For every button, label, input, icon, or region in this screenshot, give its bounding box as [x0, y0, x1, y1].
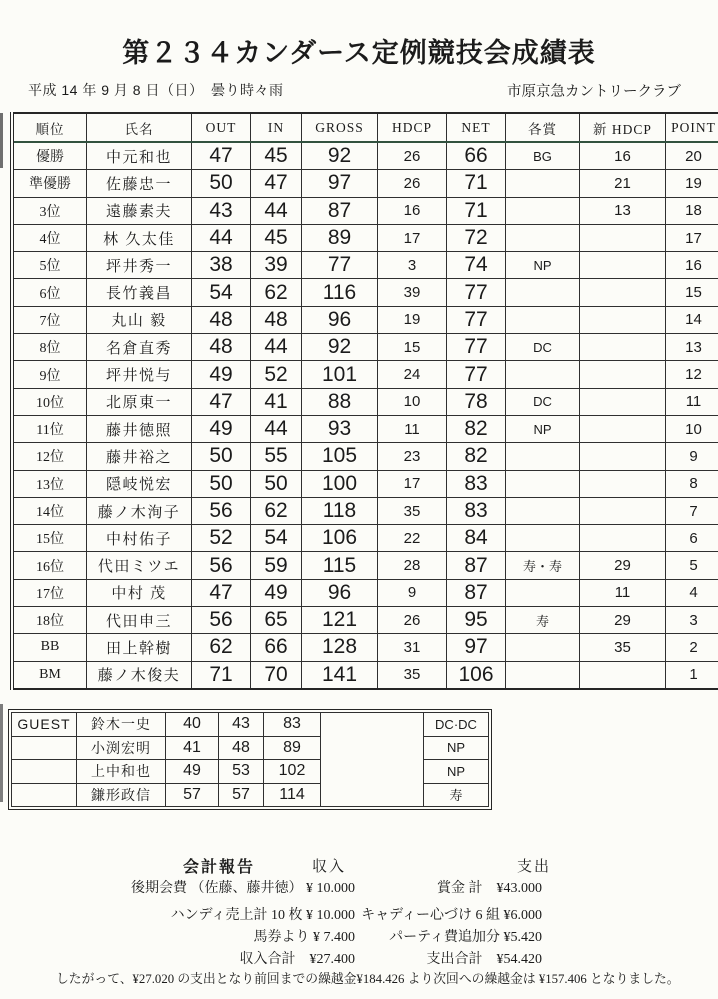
results-cell [506, 361, 580, 388]
guest-name-cell: 鎌形政信 [77, 783, 166, 807]
results-cell: 56 [192, 552, 251, 579]
results-cell: 17 [666, 224, 718, 251]
results-cell: 116 [302, 279, 378, 306]
results-cell: 代田申三 [87, 607, 192, 634]
results-cell: 14位 [12, 497, 87, 524]
results-cell: 7位 [12, 306, 87, 333]
results-cell: 14 [666, 306, 718, 333]
results-col-header-4: GROSS [302, 113, 378, 142]
results-cell: 49 [192, 361, 251, 388]
results-cell [580, 306, 666, 333]
results-row [12, 142, 718, 170]
results-cell: 44 [251, 334, 302, 361]
results-cell: 106 [447, 661, 506, 689]
results-row [12, 279, 718, 306]
guest-out-cell: 40 [166, 713, 219, 737]
results-cell: 寿 [506, 607, 580, 634]
income-line: 後期会費 （佐藤、藤井徳） ¥ 10.000 [131, 881, 355, 896]
results-cell: 44 [251, 415, 302, 442]
results-header-row [12, 113, 718, 142]
results-cell: 8位 [12, 334, 87, 361]
results-cell: 31 [378, 634, 447, 661]
guest-table [11, 712, 489, 807]
results-cell: 54 [251, 525, 302, 552]
guest-prize-cell: DC·DC [424, 713, 489, 737]
results-cell [506, 224, 580, 251]
results-cell [506, 634, 580, 661]
guest-table-frame [8, 709, 492, 810]
results-row [12, 334, 718, 361]
results-cell: 48 [192, 334, 251, 361]
results-cell: 66 [447, 142, 506, 170]
results-cell: 長竹義昌 [87, 279, 192, 306]
results-cell: 1 [666, 661, 718, 689]
results-cell: 12位 [12, 443, 87, 470]
guest-prize-cell: NP [424, 736, 489, 760]
results-cell: 坪井秀一 [87, 252, 192, 279]
results-row [12, 497, 718, 524]
results-cell: 2 [666, 634, 718, 661]
results-col-header-7: 各賞 [506, 113, 580, 142]
results-cell: 21 [580, 170, 666, 197]
date-weather-line: 平成 14 年 9 月 8 日（日） 曇り時々雨 [28, 82, 284, 98]
results-cell: 22 [378, 525, 447, 552]
results-cell: 100 [302, 470, 378, 497]
results-cell: 17位 [12, 579, 87, 606]
results-cell: 39 [378, 279, 447, 306]
results-cell: 118 [302, 497, 378, 524]
results-cell: 71 [192, 661, 251, 689]
results-cell: 15位 [12, 525, 87, 552]
results-cell: 13位 [12, 470, 87, 497]
results-cell: 8 [666, 470, 718, 497]
results-row [12, 252, 718, 279]
results-cell: 41 [251, 388, 302, 415]
results-cell: 35 [378, 497, 447, 524]
scan-edge-artifact [0, 113, 3, 168]
guest-name-cell: 小渕宏明 [77, 736, 166, 760]
results-cell [506, 279, 580, 306]
results-cell: 52 [192, 525, 251, 552]
results-cell: 寿・寿 [506, 552, 580, 579]
results-cell: 9 [666, 443, 718, 470]
results-cell: BM [12, 661, 87, 689]
guest-in-cell: 48 [219, 736, 264, 760]
results-cell: 藤井裕之 [87, 443, 192, 470]
results-cell: 56 [192, 607, 251, 634]
results-cell: 29 [580, 607, 666, 634]
results-cell: 83 [447, 497, 506, 524]
results-row [12, 306, 718, 333]
results-cell: 47 [192, 579, 251, 606]
results-cell [580, 334, 666, 361]
results-cell: 87 [447, 579, 506, 606]
results-cell: 11 [666, 388, 718, 415]
guest-body [12, 713, 489, 807]
results-cell: 3 [378, 252, 447, 279]
results-table [10, 112, 718, 690]
results-cell [580, 443, 666, 470]
results-cell: 19 [666, 170, 718, 197]
results-cell: 17 [378, 224, 447, 251]
results-row [12, 552, 718, 579]
results-cell: 16 [666, 252, 718, 279]
results-cell: 5 [666, 552, 718, 579]
results-cell: 隠岐悦宏 [87, 470, 192, 497]
results-cell: 6位 [12, 279, 87, 306]
results-cell: 16 [378, 197, 447, 224]
results-cell: 56 [192, 497, 251, 524]
results-cell: DC [506, 334, 580, 361]
results-cell: 11 [580, 579, 666, 606]
results-row [12, 579, 718, 606]
results-cell: 47 [192, 388, 251, 415]
results-cell: 62 [251, 497, 302, 524]
results-cell: 96 [302, 579, 378, 606]
results-cell: 77 [447, 334, 506, 361]
results-cell: 17 [378, 470, 447, 497]
results-cell: 77 [447, 361, 506, 388]
results-cell: 115 [302, 552, 378, 579]
guest-prize-cell: NP [424, 760, 489, 784]
results-cell [580, 252, 666, 279]
expense-line: パーティ費追加分 ¥5.420 [389, 930, 542, 945]
results-cell: 77 [447, 279, 506, 306]
results-row [12, 443, 718, 470]
results-cell: 88 [302, 388, 378, 415]
results-cell: 坪井悦与 [87, 361, 192, 388]
results-cell: 105 [302, 443, 378, 470]
results-cell: 47 [251, 170, 302, 197]
results-cell: 83 [447, 470, 506, 497]
results-cell: NP [506, 252, 580, 279]
results-cell: 71 [447, 170, 506, 197]
results-cell: 92 [302, 142, 378, 170]
results-cell: 3 [666, 607, 718, 634]
results-cell: 47 [192, 142, 251, 170]
results-cell: 優勝 [12, 142, 87, 170]
results-cell: 70 [251, 661, 302, 689]
results-cell: 97 [447, 634, 506, 661]
expense-line: キャディー心づけ 6 組 ¥6.000 [361, 908, 542, 923]
results-cell: 74 [447, 252, 506, 279]
results-cell: 35 [378, 661, 447, 689]
carryover-note: したがって、¥27.020 の支出となり前回までの繰越金¥184.426 より次回への繰越金は ¥157.406 となりました。 [56, 972, 680, 986]
results-cell: 藤井徳照 [87, 415, 192, 442]
results-row [12, 361, 718, 388]
income-lines [55, 879, 355, 972]
guest-prize-cell: 寿 [424, 783, 489, 807]
page-title: 第２３４カンダース定例競技会成績表 [122, 38, 596, 69]
expense-lines [332, 879, 542, 972]
results-cell [580, 497, 666, 524]
results-cell [506, 443, 580, 470]
results-cell [506, 497, 580, 524]
results-row [12, 388, 718, 415]
results-cell: 96 [302, 306, 378, 333]
results-cell: 15 [666, 279, 718, 306]
results-cell: 49 [251, 579, 302, 606]
results-cell: 11 [378, 415, 447, 442]
guest-in-cell: 57 [219, 783, 264, 807]
guest-row [12, 713, 489, 737]
guest-gross-cell: 89 [264, 736, 321, 760]
results-cell: 9 [378, 579, 447, 606]
results-cell: 7 [666, 497, 718, 524]
results-col-header-3: IN [251, 113, 302, 142]
guest-gross-cell: 102 [264, 760, 321, 784]
guest-name-cell: 鈴木一史 [77, 713, 166, 737]
results-cell: 44 [192, 224, 251, 251]
results-row [12, 224, 718, 251]
results-cell: 10 [378, 388, 447, 415]
guest-empty-cell [12, 783, 77, 807]
results-cell: 26 [378, 142, 447, 170]
results-cell [506, 197, 580, 224]
results-cell: 48 [251, 306, 302, 333]
results-row [12, 415, 718, 442]
results-cell: 87 [302, 197, 378, 224]
expense-line: 支出合計 ¥54.420 [426, 952, 542, 967]
results-cell: 87 [447, 552, 506, 579]
results-cell: 中村 茂 [87, 579, 192, 606]
results-cell [580, 388, 666, 415]
results-cell: 10 [666, 415, 718, 442]
expense-header: 支出 [517, 859, 552, 875]
results-col-header-0: 順位 [12, 113, 87, 142]
results-cell: 49 [192, 415, 251, 442]
results-cell: 3位 [12, 197, 87, 224]
guest-empty-cell [12, 736, 77, 760]
results-cell: BG [506, 142, 580, 170]
results-cell [506, 170, 580, 197]
results-cell: 92 [302, 334, 378, 361]
results-cell: 97 [302, 170, 378, 197]
results-cell: 128 [302, 634, 378, 661]
results-cell: 20 [666, 142, 718, 170]
results-cell: 50 [192, 443, 251, 470]
results-cell: 13 [580, 197, 666, 224]
guest-in-cell: 53 [219, 760, 264, 784]
results-cell: 66 [251, 634, 302, 661]
results-cell: 93 [302, 415, 378, 442]
scan-edge-artifact [0, 704, 3, 802]
guest-gross-cell: 114 [264, 783, 321, 807]
results-cell [506, 525, 580, 552]
expense-line: 賞金 計 ¥43.000 [437, 881, 542, 896]
results-cell: 89 [302, 224, 378, 251]
results-cell: 95 [447, 607, 506, 634]
results-cell: 55 [251, 443, 302, 470]
results-cell: 28 [378, 552, 447, 579]
results-cell: 遠藤素夫 [87, 197, 192, 224]
results-cell: 50 [251, 470, 302, 497]
results-cell [580, 470, 666, 497]
results-col-header-9: POINT [666, 113, 718, 142]
results-cell: 38 [192, 252, 251, 279]
results-cell: 101 [302, 361, 378, 388]
results-cell: 78 [447, 388, 506, 415]
guest-empty-cell [12, 760, 77, 784]
guest-name-cell: 上中和也 [77, 760, 166, 784]
results-row [12, 661, 718, 689]
guest-blank-cell [321, 713, 424, 807]
results-cell: 82 [447, 415, 506, 442]
results-cell: 13 [666, 334, 718, 361]
results-cell: 代田ミツエ [87, 552, 192, 579]
results-cell: 45 [251, 142, 302, 170]
results-body [12, 142, 718, 689]
results-cell: 丸山 毅 [87, 306, 192, 333]
results-cell: 6 [666, 525, 718, 552]
results-cell: 50 [192, 470, 251, 497]
results-cell: 中村佑子 [87, 525, 192, 552]
results-cell [580, 279, 666, 306]
results-cell: 田上幹樹 [87, 634, 192, 661]
results-cell [506, 470, 580, 497]
results-cell: 23 [378, 443, 447, 470]
results-cell: NP [506, 415, 580, 442]
results-cell: 5位 [12, 252, 87, 279]
results-cell: 準優勝 [12, 170, 87, 197]
results-cell: 45 [251, 224, 302, 251]
guest-gross-cell: 83 [264, 713, 321, 737]
results-cell: 名倉直秀 [87, 334, 192, 361]
results-cell: 24 [378, 361, 447, 388]
accounting-title: 会計報告 [183, 859, 256, 876]
results-row [12, 470, 718, 497]
results-cell: 18位 [12, 607, 87, 634]
results-cell: 9位 [12, 361, 87, 388]
results-cell: 121 [302, 607, 378, 634]
guest-out-cell: 49 [166, 760, 219, 784]
results-cell: 52 [251, 361, 302, 388]
results-cell: 16 [580, 142, 666, 170]
results-col-header-8: 新 HDCP [580, 113, 666, 142]
guest-out-cell: 41 [166, 736, 219, 760]
results-cell: 中元和也 [87, 142, 192, 170]
results-cell: 141 [302, 661, 378, 689]
results-row [12, 525, 718, 552]
income-line: ハンディ売上計 10 枚 ¥ 10.000 [170, 908, 355, 923]
results-cell: 82 [447, 443, 506, 470]
results-cell [580, 525, 666, 552]
results-cell: 35 [580, 634, 666, 661]
results-cell: 71 [447, 197, 506, 224]
results-cell: 藤ノ木俊夫 [87, 661, 192, 689]
guest-label-cell: GUEST [12, 713, 77, 737]
results-header [12, 113, 718, 142]
results-cell: 65 [251, 607, 302, 634]
income-line: 収入合計 ¥27.400 [239, 952, 355, 967]
results-cell: 50 [192, 170, 251, 197]
guest-in-cell: 43 [219, 713, 264, 737]
results-col-header-1: 氏名 [87, 113, 192, 142]
results-cell: 29 [580, 552, 666, 579]
results-cell [580, 661, 666, 689]
club-name: 市原京急カントリークラブ [507, 84, 681, 100]
results-row [12, 197, 718, 224]
results-row [12, 170, 718, 197]
income-line: 馬券より ¥ 7.400 [253, 930, 355, 945]
results-cell: 39 [251, 252, 302, 279]
results-col-header-6: NET [447, 113, 506, 142]
results-cell: 北原東一 [87, 388, 192, 415]
results-col-header-2: OUT [192, 113, 251, 142]
results-cell: 84 [447, 525, 506, 552]
guest-out-cell: 57 [166, 783, 219, 807]
results-cell: 16位 [12, 552, 87, 579]
results-cell: 18 [666, 197, 718, 224]
results-cell: 43 [192, 197, 251, 224]
results-col-header-5: HDCP [378, 113, 447, 142]
results-cell [580, 415, 666, 442]
results-row [12, 634, 718, 661]
results-cell: 佐藤忠一 [87, 170, 192, 197]
results-cell: 59 [251, 552, 302, 579]
results-cell [580, 224, 666, 251]
results-cell: 19 [378, 306, 447, 333]
results-cell: 77 [302, 252, 378, 279]
results-cell: 62 [192, 634, 251, 661]
results-cell: 48 [192, 306, 251, 333]
results-cell: DC [506, 388, 580, 415]
results-cell: 12 [666, 361, 718, 388]
results-cell: 44 [251, 197, 302, 224]
results-cell: 26 [378, 607, 447, 634]
results-cell: 54 [192, 279, 251, 306]
results-cell [506, 661, 580, 689]
results-cell: 10位 [12, 388, 87, 415]
results-cell: 林 久太佳 [87, 224, 192, 251]
results-cell: 72 [447, 224, 506, 251]
income-header: 収入 [312, 859, 347, 875]
results-cell [506, 306, 580, 333]
results-cell: 106 [302, 525, 378, 552]
results-cell: 11位 [12, 415, 87, 442]
results-cell: 62 [251, 279, 302, 306]
results-cell [506, 579, 580, 606]
results-cell: BB [12, 634, 87, 661]
results-cell: 77 [447, 306, 506, 333]
results-cell: 藤ノ木洵子 [87, 497, 192, 524]
results-cell: 4位 [12, 224, 87, 251]
results-cell: 26 [378, 170, 447, 197]
results-cell [580, 361, 666, 388]
results-cell: 15 [378, 334, 447, 361]
results-cell: 4 [666, 579, 718, 606]
results-row [12, 607, 718, 634]
